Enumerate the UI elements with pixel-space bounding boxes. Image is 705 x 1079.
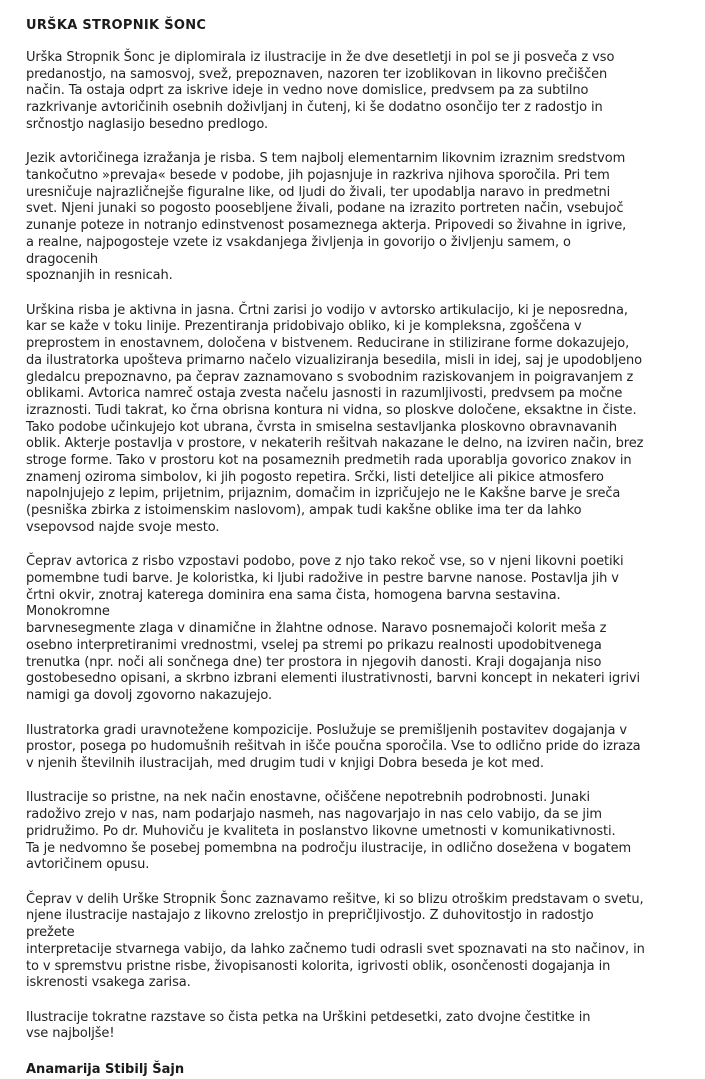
document-body — [26, 50, 645, 1043]
author-signature: Anamarija Stibilj Šajn — [26, 1061, 185, 1077]
paragraph-7: Čeprav v delih Urške Stropnik Šonc zaznavamo rešitve, ki so blizu otroškim predstavam o svetu, njene ilustracije nastajajo z likovno zrelostjo in prepričljivostjo. Z duhovitostjo in radostjo prežete interpretacije stvarnega vabijo, da lahko začnemo tudi odrasli svet spoznavati na sto načinov, in to v spremstvu pristne risbe, živopisanosti kolorita, igrivosti oblik, osončenosti dogajanja in iskrenosti vsakega zarisa. — [26, 891, 645, 991]
paragraph-8: Ilustracije tokratne razstave so čista petka na Urškini petdesetki, zato dvojne čestitke in vse najboljše! — [26, 1009, 591, 1042]
paragraph-1: Urška Stropnik Šonc je diplomirala iz ilustracije in že dve desetletji in pol se ji posveča z vso predanostjo, na samosvoj, svež, prepoznaven, nazoren ter izoblikovan in likovno prečiščen način. Ta ostaja odprt za iskrive ideje in vedno nove domislice, predvsem pa za subtilno razkrivanje avtoričinih osebnih doživljanj in čutenj, ki še dodatno osončijo ter z radostjo in srčnostjo naglasijo besedno predlogo. — [26, 50, 615, 132]
paragraph-4: Čeprav avtorica z risbo vzpostavi podobo, pove z njo tako rekoč vse, so v njeni likovni poetiki pomembne tudi barve. Je koloristka, ki ljubi radožive in pestre barvne nanose. Postavlja jih v črtni okvir, znotraj katerega dominira ena sama čista, homogena barvna sestavina. Monokromne barvnesegmente zlaga v dinamične in žlahtne odnose. Naravo posnemajoči kolorit meša z osebno interpretiranimi vrednostmi, vselej pa stremi po prikazu realnosti upodobitvenega trenutka (npr. noči ali sončnega dne) ter prostora in njegovih danosti. Kraji dogajanja niso gostobesedno opisani, a skrbno izbrani elementi ilustrativnosti, barvni koncept in nekateri igrivi namigi ga dovolj zgovorno nakazujejo. — [26, 554, 641, 703]
paragraph-6: Ilustracije so pristne, na nek način enostavne, očiščene nepotrebnih podrobnosti. Junaki radoživo zrejo v nas, nam podarjajo nasmeh, nas nagovarjajo in nas celo vabijo, da se jim pridružimo. Po dr. Muhoviču je kvaliteta in poslanstvo likovne umetnosti v komunikativnosti. Ta je nedvomno še posebej pomembna na področju ilustracije, in odlično doseženа v bogatem avtoričinem opusu. — [26, 790, 632, 873]
paragraph-5: Ilustratorka gradi uravnotežene kompozicije. Poslužuje se premišljenih postavitev dogajanja v prostor, posega po hudomušnih rešitvah in išče poučna sporočila. Vse to odlično pride do izraza v njenih številnih ilustracijah, med drugim tudi v knjigi Dobra beseda je kot med. — [26, 722, 641, 771]
document-title: URŠKA STROPNIK ŠONC — [26, 18, 207, 33]
paragraph-2: Jezik avtoričinega izražanja je risba. S tem najbolj elementarnim likovnim izraznim sredstvom tankočutno »prevaja« besede v podobe, jih pojasnjuje in razkriva njihova sporočila. Pri tem uresničuje najrazličnejše figuralne like, od ljudi do živali, ter upodablja naravo in predmetni svet. Njeni junaki so pogosto poosebljene živali, podane na izrazito portreten način, vsebujoč zunanje poteze in notranjo edinstvenost posameznega akterja. Pripovedi so živahne in igrive, a realne, najpogosteje vzete iz vsakdanjega življenja in govorijo o življenju samem, o dragocenih spoznanjih in resnicah. — [26, 151, 627, 284]
paragraph-3: Urškina risba je aktivna in jasna. Črtni zarisi jo vodijo v avtorsko artikulacijo, ki je neposredna, kar se kaže v toku linije. Prezentiranja pridobivajo obliko, ki je kompleksna, zgoščena v preprostem in enostavnem, določena v bistvenem. Reducirane in stilizirane forme dokazujejo, da ilustratorka upošteva primarno načelo vizualiziranja besedila, misli in idej, saj je upodobljeno gledalcu prepoznavno, pa čeprav zaznamovano s svobodnim raziskovanjem in poigravanjem z oblikami. Avtorica namreč ostaja zvesta načelu jasnosti in razumljivosti, predvsem pa močne izraznosti. Tudi takrat, ko črna obrisna kontura ni vidna, so ploskve določene, eksaktne in čiste. Tako podobe učinkujejo kot ubrana, čvrsta in smiselna sestavljanka ploskovno obravnavanih oblik. Akterje postavlja v prostore, v nekaterih rešitvah nakazane le delno, na izviren način, brez stroge forme. Tako v prostoru kot na posameznih predmetih rada uporablja govorico znakov in znamenj oziroma simbolov, ki jih pogosto repetira. Srčki, listi deteljice ali pikice atmosfero napolnjujejo z lepim, prijetnim, prijaznim, domačim in izpričujejo ne le Kakšne barve je sreča (pesniška zbirka z istoimenskim naslovom), ampak tudi kakšne oblike ima ter da lahko vsepovsod najde svoje mesto. — [26, 302, 644, 535]
